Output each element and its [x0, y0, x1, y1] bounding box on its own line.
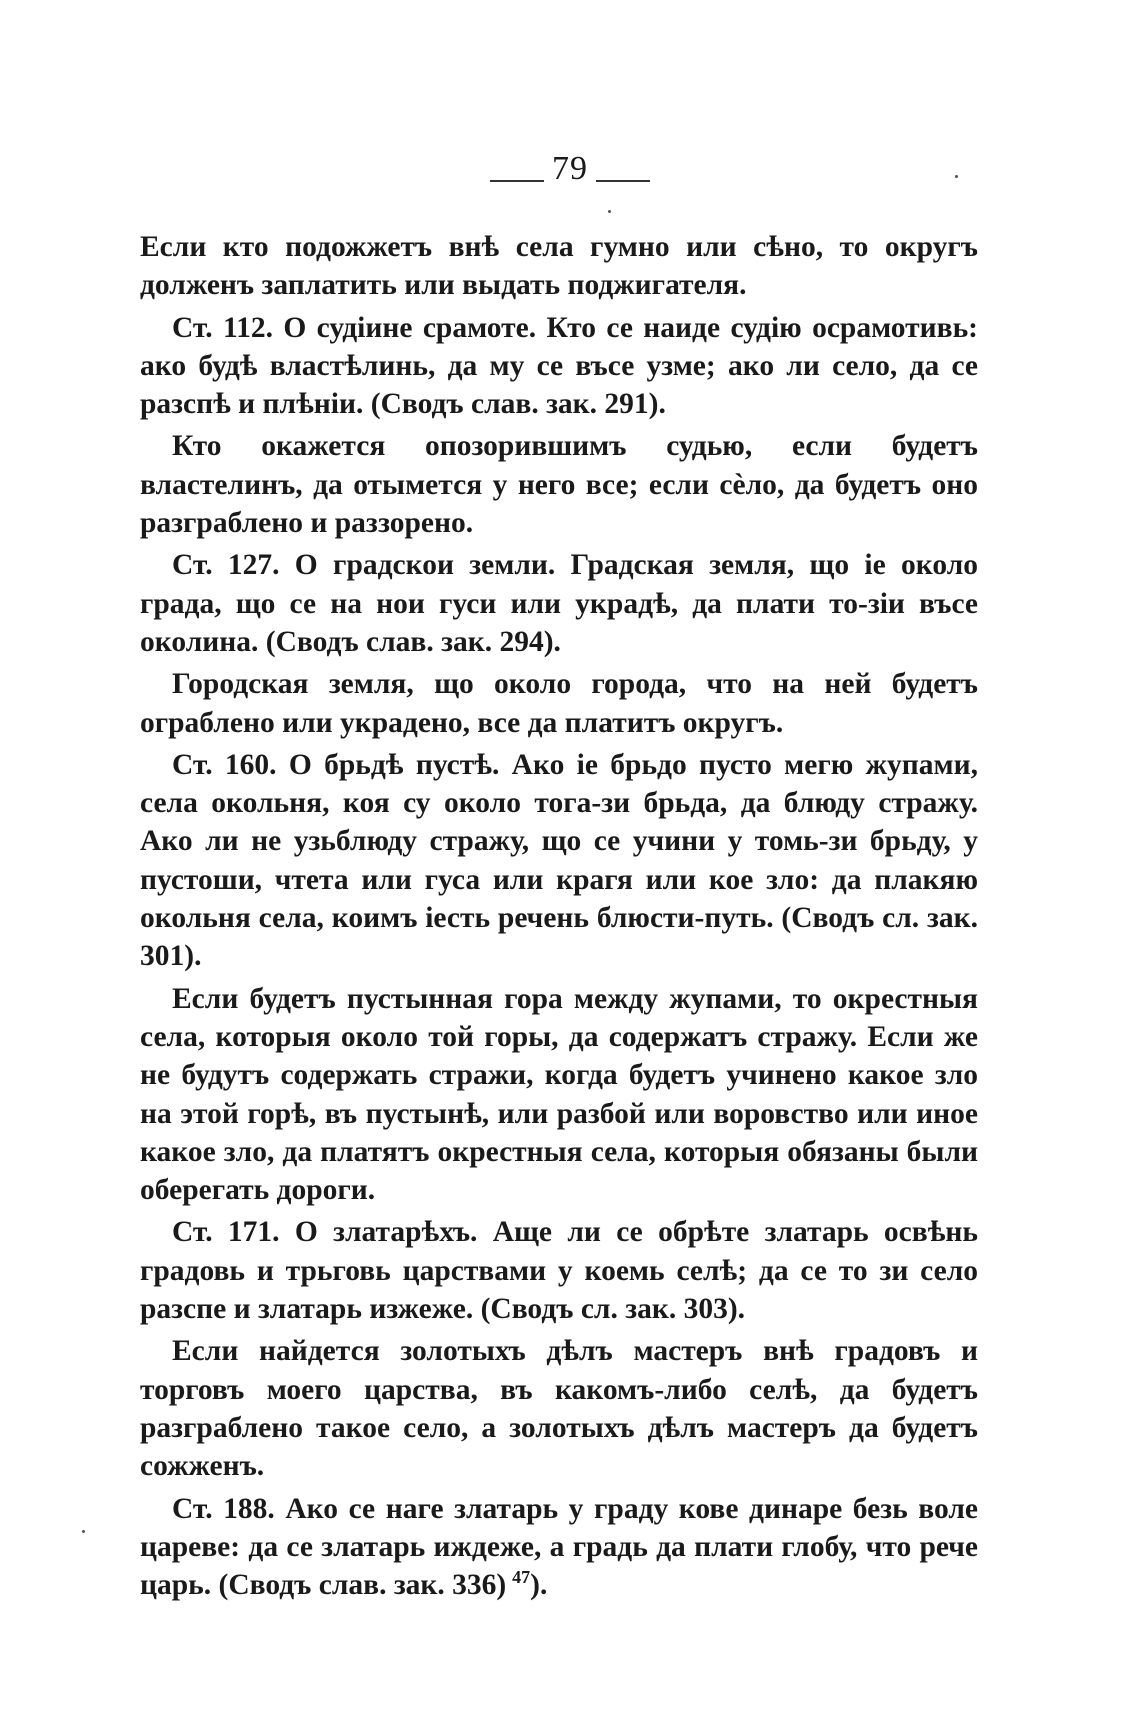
page-number [0, 150, 1140, 188]
paragraph-continuation: Если кто подожжетъ внѣ села гумно или сѣно, то округъ долженъ заплатить или выдать поджигателя. [140, 231, 978, 302]
speck-mark [608, 210, 611, 213]
paragraph-article-127: Ст. 127. О градскои земли. Градская земля, що іе около града, що се на нои гуси или украдѣ, да плати то-зіи въсе околина. (Сводъ слав. зак. 294). [140, 549, 978, 658]
paragraph-translation-171: Если найдется золотыхъ дѣлъ мастеръ внѣ градовъ и торговъ моего царства, въ какомъ-либо селѣ, да будетъ разграблено такое село, а золотыхъ дѣлъ мастеръ да будетъ сожженъ. [140, 1335, 978, 1483]
page-number-left-rule [490, 180, 544, 182]
paragraph-article-188-text: Ст. 188. Ако се наге златарь у граду кове динаре безь воле цареве: да се златарь иждеже, а градь да плати глобу, что рече царь. (Сводъ слав. зак. 336) [140, 1492, 978, 1602]
speck-mark [955, 175, 958, 178]
page-number-text: 79 [552, 150, 588, 187]
body-text [140, 228, 978, 1608]
paragraph-article-188 [140, 1490, 978, 1605]
footnote-marker: 47 [512, 1567, 531, 1588]
paragraph-article-160: Ст. 160. О брьдѣ пустѣ. Ако іе брьдо пусто мегю жупами, села окольня, коя су около тога-зи брьда, да блюду стражу. Ако ли не узьблюду стражу, що се учини у томь-зи брьду, у пустоши, чтета или гуса или крагя или кое зло: да плакяю окольня села, коимъ іесть речень блюсти-путь. (Сводъ сл. зак. 301). [140, 748, 978, 973]
page-number-right-rule [596, 180, 650, 182]
paragraph-translation-160: Если будетъ пустынная гора между жупами, то окрестныя села, которыя около той горы, да содержатъ стражу. Если же не будутъ содержать стражи, когда будетъ учинено какое зло на этой горѣ, въ пустынѣ, или разбой или воровство или иное какое зло, да платятъ окрестныя села, которыя обязаны были оберегать дороги. [140, 982, 978, 1207]
paragraph-article-112: Ст. 112. О судіине срамоте. Кто се наиде судію осрамотивь: ако будѣ властѣлинь, да му се въсе узме; ако ли село, да се разспѣ и плѣніи. (Сводъ слав. зак. 291). [140, 311, 978, 421]
speck-mark [82, 1530, 85, 1533]
paragraph-article-188-tail: ). [530, 1569, 548, 1602]
paragraph-translation-112: Кто окажется опозорившимъ судью, если будетъ властелинъ, да отымется у него все; если сѐло, да будетъ оно разграблено и раззорено. [140, 430, 978, 540]
paragraph-translation-127: Городская земля, що около города, что на ней будетъ ограблено или украдено, все да платитъ округъ. [140, 668, 978, 739]
paragraph-article-171: Ст. 171. О златарѣхъ. Аще ли се обрѣте златарь освѣнь градовь и трьговь царствами у коемь селѣ; да се то зи село разспе и златарь изжеже. (Сводъ сл. зак. 303). [140, 1216, 978, 1326]
